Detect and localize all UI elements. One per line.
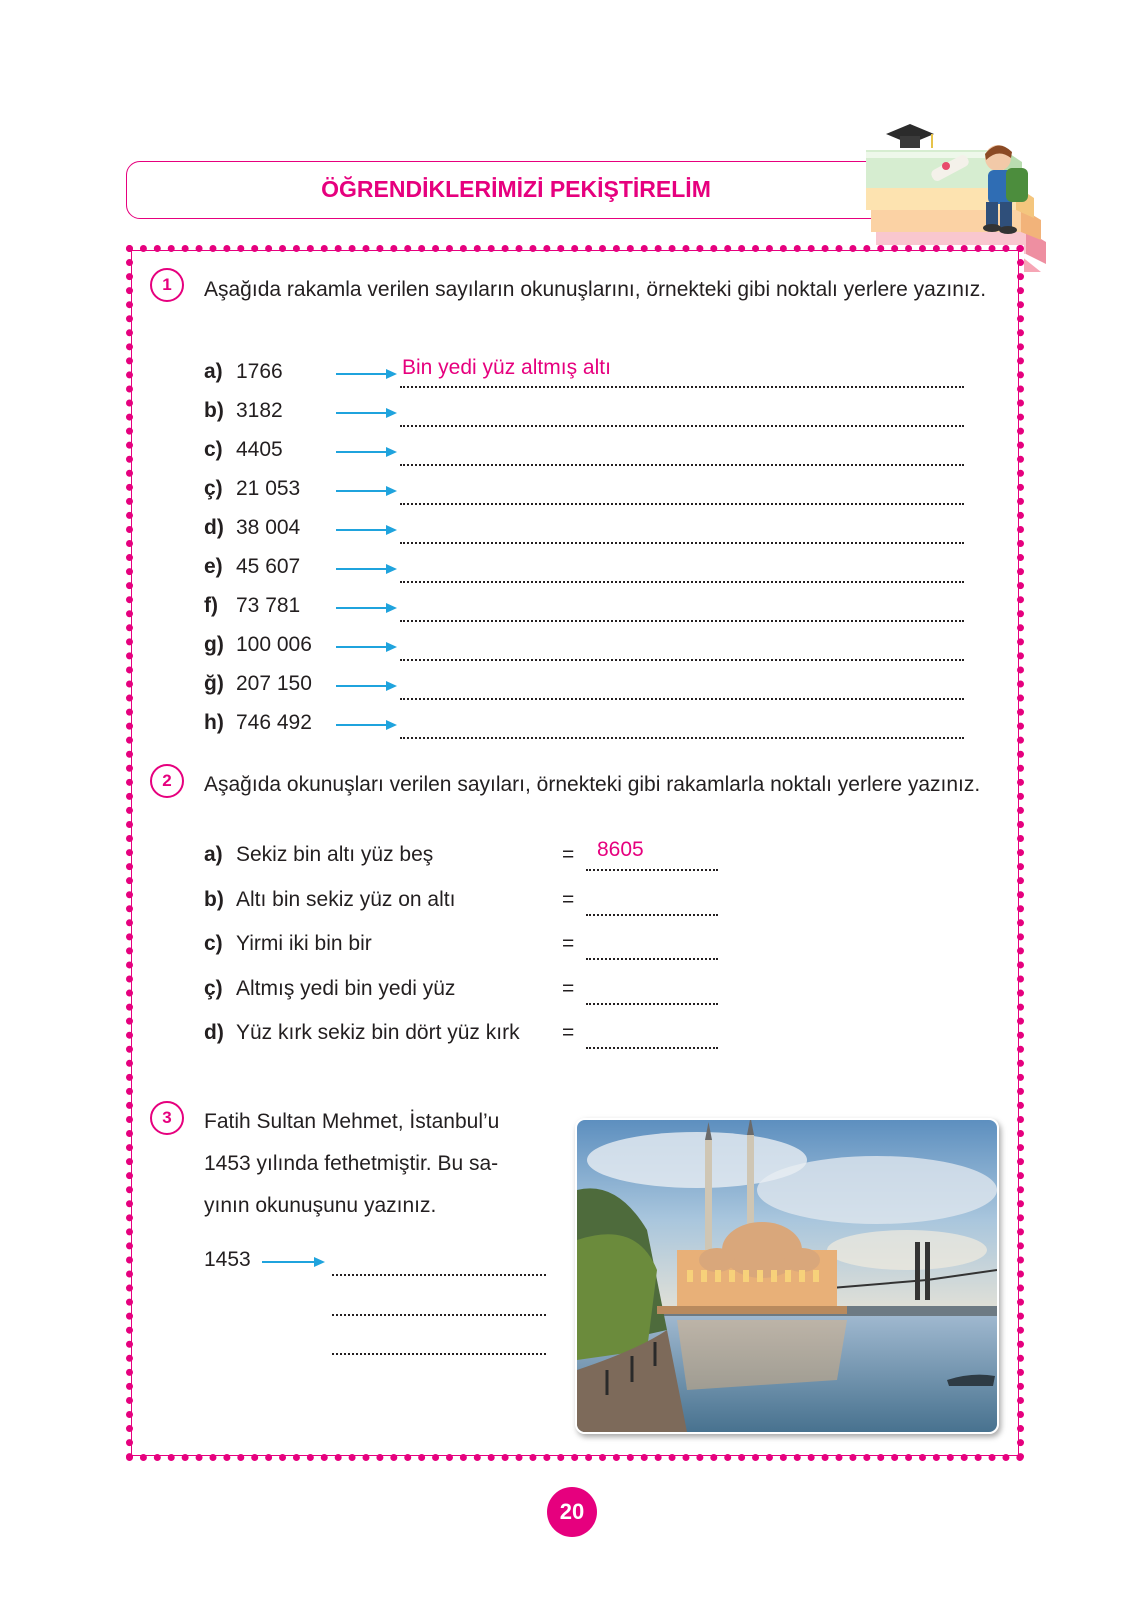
- question-1-item: [204, 438, 984, 468]
- item-number: 4405: [236, 438, 283, 461]
- question-2-number: 2: [150, 764, 184, 798]
- arrow-right-icon: [262, 1256, 326, 1268]
- question-1-item: [204, 633, 984, 663]
- question-3-line-2: 1453 yılında fethetmiştir. Bu sa-: [204, 1152, 499, 1175]
- answer-dotted-line[interactable]: [400, 555, 964, 583]
- arrow-right-icon: [336, 446, 398, 458]
- item-text: Yirmi iki bin bir: [236, 932, 372, 955]
- arrow-right-icon: [336, 485, 398, 497]
- arrow-right-icon: [336, 563, 398, 575]
- item-text: Yüz kırk sekiz bin dört yüz kırk: [236, 1021, 520, 1044]
- page-title: ÖĞRENDİKLERİMİZİ PEKİŞTİRELİM: [321, 176, 711, 202]
- question-2-item: [204, 932, 734, 962]
- item-number: 45 607: [236, 555, 301, 578]
- item-number: 73 781: [236, 594, 301, 617]
- item-number: 746 492: [236, 711, 312, 734]
- question-1-item: [204, 360, 984, 390]
- answer-dotted-line[interactable]: [586, 888, 718, 916]
- question-1-item: [204, 516, 984, 546]
- answer-dotted-line[interactable]: [400, 438, 964, 466]
- question-3-line-3: yının okunuşunu yazınız.: [204, 1194, 437, 1217]
- equals-sign: =: [562, 887, 575, 911]
- answer-dotted-line[interactable]: [400, 477, 964, 505]
- answer-dotted-line[interactable]: [332, 1248, 546, 1276]
- question-2-item: [204, 977, 734, 1007]
- arrow-right-icon: [336, 524, 398, 536]
- question-3-number-label: 1453: [204, 1248, 251, 1271]
- question-3-number: 3: [150, 1101, 184, 1135]
- equals-sign: =: [562, 1021, 575, 1044]
- question-1-item: [204, 555, 984, 585]
- question-1-example-answer: Bin yedi yüz altmış altı: [402, 356, 611, 379]
- item-number: 3182: [236, 399, 283, 422]
- answer-dotted-line[interactable]: [332, 1288, 546, 1316]
- arrow-right-icon: [336, 407, 398, 419]
- answer-dotted-line[interactable]: [586, 932, 718, 960]
- item-text: Sekiz bin altı yüz beş: [236, 843, 434, 866]
- question-1-text: Aşağıda rakamla verilen sayıların okunuşlarını, örnekteki gibi noktalı yerlere yazınız.: [204, 278, 987, 301]
- item-number: 207 150: [236, 672, 312, 695]
- answer-dotted-line[interactable]: [586, 977, 718, 1005]
- item-letter: a): [204, 843, 223, 866]
- item-letter: ç): [204, 477, 223, 500]
- item-letter: ğ): [204, 672, 224, 695]
- item-letter: e): [204, 555, 223, 578]
- question-2-item: [204, 888, 734, 918]
- item-number: 21 053: [236, 477, 301, 500]
- question-1-item: [204, 399, 984, 429]
- question-3-line-1: Fatih Sultan Mehmet, İstanbul’u: [204, 1110, 500, 1133]
- item-letter: d): [204, 1021, 224, 1044]
- item-text: Altmış yedi bin yedi yüz: [236, 976, 456, 1000]
- answer-dotted-line[interactable]: [400, 399, 964, 427]
- question-1-item: [204, 477, 984, 507]
- equals-sign: =: [562, 843, 575, 866]
- item-letter: h): [204, 711, 224, 734]
- item-letter: f): [204, 594, 218, 617]
- answer-dotted-line[interactable]: [332, 1327, 546, 1355]
- question-1-number: 1: [150, 268, 184, 302]
- item-letter: c): [204, 932, 223, 955]
- item-number: 100 006: [236, 633, 312, 656]
- arrow-right-icon: [336, 641, 398, 653]
- item-letter: ç): [204, 976, 223, 1000]
- arrow-right-icon: [336, 680, 398, 692]
- item-number: 38 004: [236, 516, 301, 539]
- item-number: 1766: [236, 360, 283, 383]
- item-letter: a): [204, 360, 223, 383]
- item-letter: d): [204, 516, 224, 539]
- item-letter: b): [204, 887, 224, 911]
- answer-dotted-line[interactable]: [586, 843, 718, 871]
- answer-dotted-line[interactable]: [586, 1021, 718, 1049]
- answer-dotted-line[interactable]: [400, 594, 964, 622]
- question-1-item: [204, 711, 984, 741]
- equals-sign: =: [562, 976, 575, 1000]
- question-3-text: [204, 1101, 544, 1227]
- arrow-right-icon: [336, 719, 398, 731]
- question-2-item: [204, 843, 734, 873]
- item-letter: g): [204, 633, 224, 656]
- equals-sign: =: [562, 932, 575, 955]
- question-2-example-answer: 8605: [597, 838, 644, 861]
- question-2-item: [204, 1021, 734, 1051]
- page-number: 20: [547, 1487, 597, 1537]
- question-1-item: [204, 672, 984, 702]
- item-text: Altı bin sekiz yüz on altı: [236, 887, 456, 911]
- arrow-right-icon: [336, 368, 398, 380]
- mosque-bosphorus-photo: [575, 1118, 999, 1434]
- answer-dotted-line[interactable]: [400, 360, 964, 388]
- answer-dotted-line[interactable]: [400, 516, 964, 544]
- item-letter: b): [204, 399, 224, 422]
- answer-dotted-line[interactable]: [400, 672, 964, 700]
- arrow-right-icon: [336, 602, 398, 614]
- question-2-text: Aşağıda okunuşları verilen sayıları, örnekteki gibi rakamlarla noktalı yerlere yazınız.: [204, 773, 981, 796]
- item-letter: c): [204, 438, 223, 461]
- question-3-answer-row: [204, 1248, 564, 1278]
- question-1-item: [204, 594, 984, 624]
- answer-dotted-line[interactable]: [400, 633, 964, 661]
- answer-dotted-line[interactable]: [400, 711, 964, 739]
